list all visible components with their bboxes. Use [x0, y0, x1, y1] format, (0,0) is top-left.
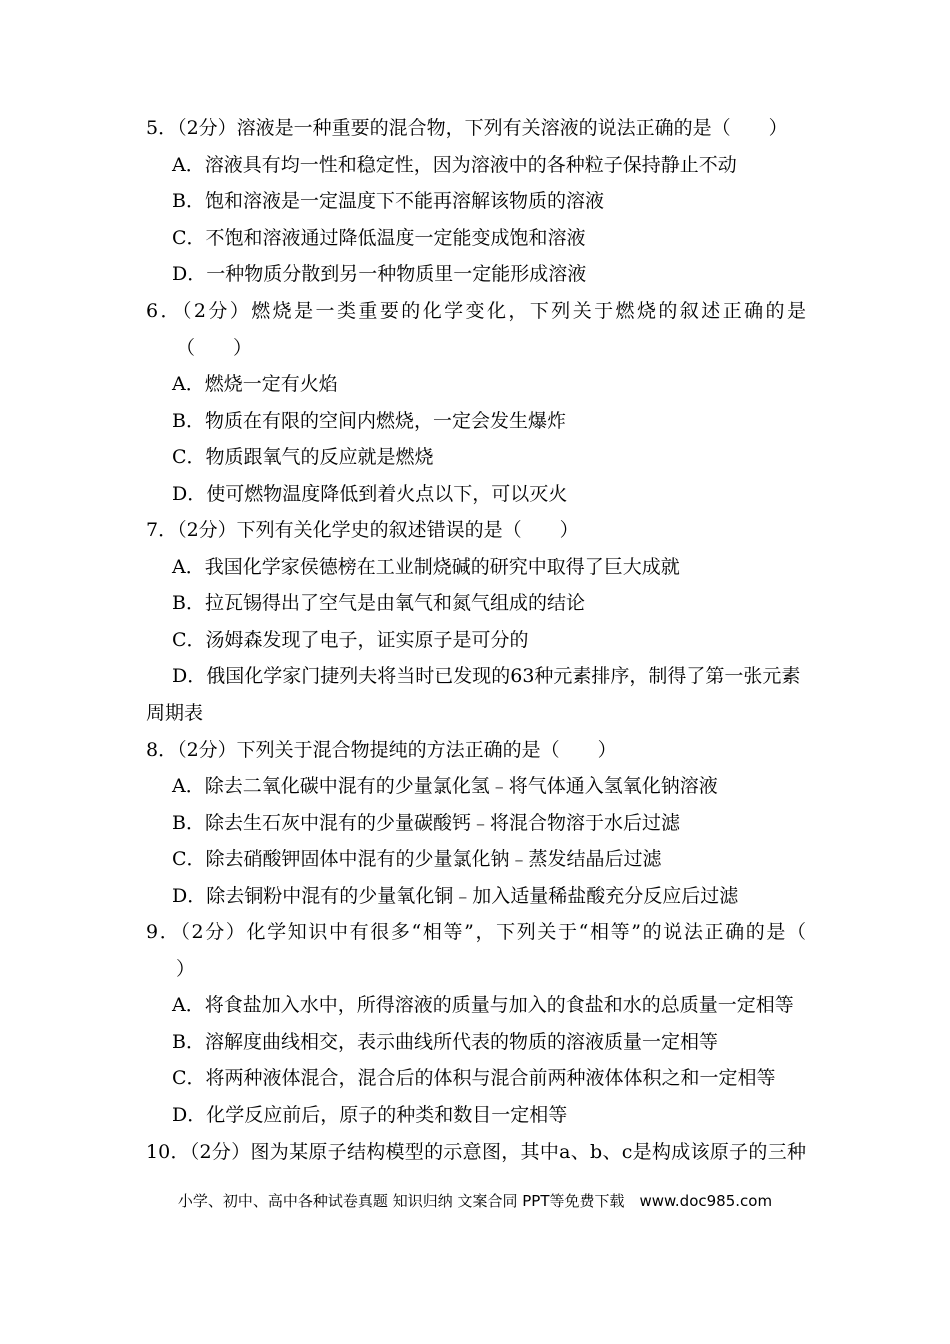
question-9-option-d: D．化学反应前后，原子的种类和数目一定相等: [172, 1104, 568, 1126]
question-7-option-b: B．拉瓦锡得出了空气是由氧气和氮气组成的结论: [172, 592, 585, 614]
question-9-stem: 9．（2分）化学知识中有很多“相等”，下列关于“相等”的说法正确的是（: [146, 921, 806, 943]
question-9-option-b: B．溶解度曲线相交，表示曲线所代表的物质的溶液质量一定相等: [172, 1031, 718, 1053]
page-footer: 小学、初中、高中各种试卷真题 知识归纳 文案合同 PPT等免费下载 www.doc985.com: [177, 1192, 773, 1210]
question-8-option-c: C．除去硝酸钾固体中混有的少量氯化钠﹣蒸发结晶后过滤: [172, 848, 662, 870]
question-8-stem: 8．（2分）下列关于混合物提纯的方法正确的是（ ）: [146, 739, 617, 761]
question-5-option-c: C．不饱和溶液通过降低温度一定能变成饱和溶液: [172, 227, 586, 249]
question-7-option-c: C．汤姆森发现了电子，证实原子是可分的: [172, 629, 529, 651]
question-8-option-a: A．除去二氧化碳中混有的少量氯化氢﹣将气体通入氢氧化钠溶液: [172, 775, 718, 797]
question-9-option-a: A．将食盐加入水中，所得溶液的质量与加入的食盐和水的总质量一定相等: [172, 994, 794, 1016]
question-9-option-c: C．将两种液体混合，混合后的体积与混合前两种液体体积之和一定相等: [172, 1067, 776, 1089]
question-8-option-b: B．除去生石灰中混有的少量碳酸钙﹣将混合物溶于水后过滤: [172, 812, 680, 834]
question-6-option-a: A．燃烧一定有火焰: [172, 373, 338, 395]
question-7-stem: 7．（2分）下列有关化学史的叙述错误的是（ ）: [146, 519, 579, 541]
question-8-option-d: D．除去铜粉中混有的少量氧化铜﹣加入适量稀盐酸充分反应后过滤: [172, 885, 739, 907]
question-7-option-d-continued: 周期表: [146, 702, 204, 724]
question-5-stem: 5．（2分）溶液是一种重要的混合物，下列有关溶液的说法正确的是（ ）: [146, 117, 788, 139]
question-5-option-a: A．溶液具有均一性和稳定性，因为溶液中的各种粒子保持静止不动: [172, 154, 737, 176]
question-10-stem: 10．（2分）图为某原子结构模型的示意图，其中a、b、c是构成该原子的三种: [146, 1141, 806, 1163]
question-6-option-c: C．物质跟氧气的反应就是燃烧: [172, 446, 434, 468]
question-6-stem-continued: （ ）: [176, 337, 253, 359]
question-5-option-d: D．一种物质分散到另一种物质里一定能形成溶液: [172, 263, 587, 285]
question-7-option-a: A．我国化学家侯德榜在工业制烧碱的研究中取得了巨大成就: [172, 556, 680, 578]
question-6-option-b: B．物质在有限的空间内燃烧，一定会发生爆炸: [172, 410, 566, 432]
question-6-option-d: D．使可燃物温度降低到着火点以下，可以灭火: [172, 483, 568, 505]
question-5-option-b: B．饱和溶液是一定温度下不能再溶解该物质的溶液: [172, 190, 604, 212]
question-9-stem-continued: ）: [176, 958, 196, 980]
question-7-option-d: D．俄国化学家门捷列夫将当时已发现的63种元素排序，制得了第一张元素: [172, 665, 801, 687]
question-6-stem: 6．（2分）燃烧是一类重要的化学变化，下列关于燃烧的叙述正确的是: [146, 300, 806, 322]
